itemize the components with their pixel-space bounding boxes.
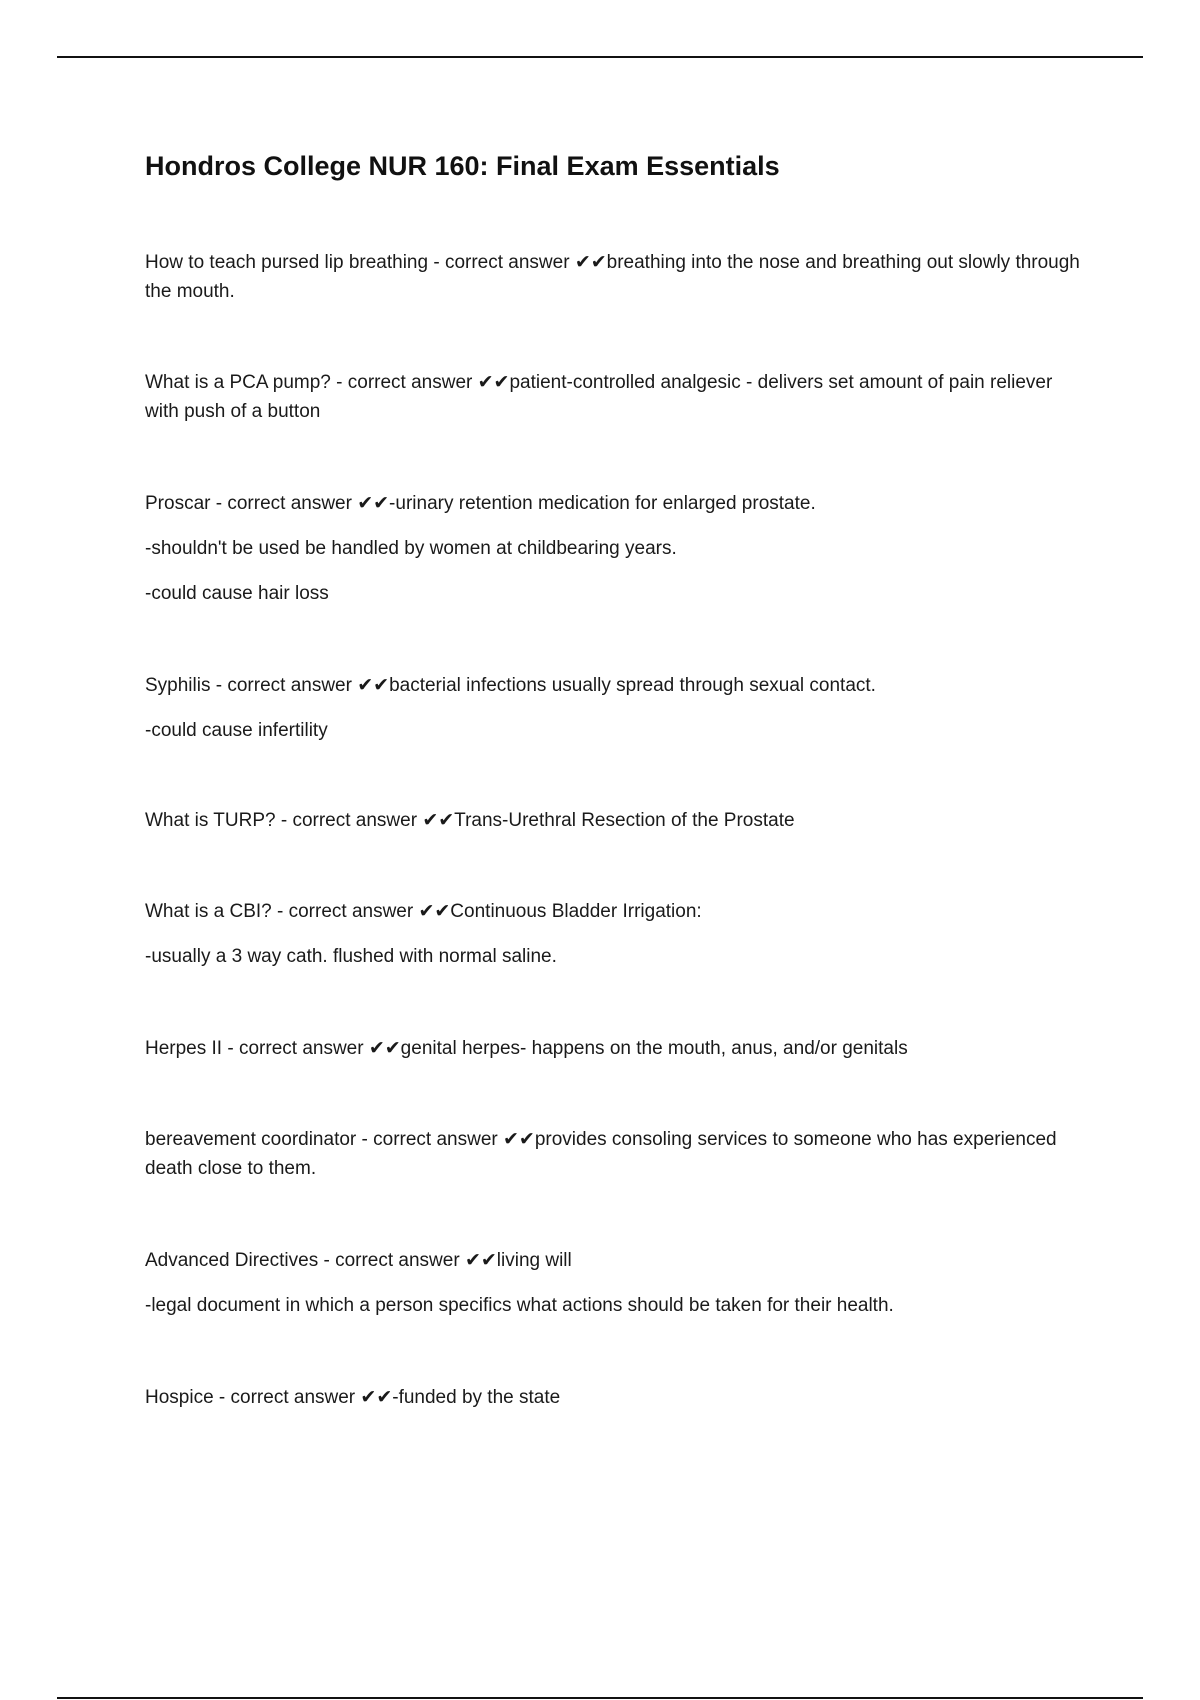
qa-line: Hospice - correct answer ✔✔-funded by the state (145, 1387, 561, 1408)
qa-line: Syphilis - correct answer ✔✔bacterial infections usually spread through sexual contact. (145, 675, 876, 696)
qa-item-turp (145, 806, 1085, 835)
qa-item-pca-pump (145, 368, 1085, 426)
qa-line: How to teach pursed lip breathing - correct answer ✔✔breathing into the nose and breathing out slowly through the mouth. (145, 252, 1080, 302)
qa-item-pursed-lip-breathing (145, 248, 1085, 306)
qa-line: -legal document in which a person specifics what actions should be taken for their health. (145, 1295, 894, 1316)
qa-line: -usually a 3 way cath. flushed with normal saline. (145, 946, 557, 967)
qa-item-hospice (145, 1383, 1085, 1412)
qa-line: -shouldn't be used be handled by women at childbearing years. (145, 538, 677, 559)
qa-line: -could cause infertility (145, 720, 328, 741)
qa-item-bereavement-coordinator (145, 1125, 1085, 1183)
top-divider (57, 56, 1143, 58)
qa-line: bereavement coordinator - correct answer ✔✔provides consoling services to someone who has experienced death close to them. (145, 1129, 1057, 1179)
qa-line: Advanced Directives - correct answer ✔✔living will (145, 1250, 572, 1271)
qa-line: -could cause hair loss (145, 583, 329, 604)
qa-line: What is TURP? - correct answer ✔✔Trans-Urethral Resection of the Prostate (145, 810, 795, 831)
qa-line: What is a PCA pump? - correct answer ✔✔patient-controlled analgesic - delivers set amount of pain reliever with push of a button (145, 372, 1053, 422)
qa-line: Herpes II - correct answer ✔✔genital herpes- happens on the mouth, anus, and/or genitals (145, 1038, 908, 1059)
qa-item-advanced-directives (145, 1246, 1085, 1320)
qa-line: Proscar - correct answer ✔✔-urinary retention medication for enlarged prostate. (145, 493, 816, 514)
qa-item-syphilis (145, 671, 1085, 745)
document-title: Hondros College NUR 160: Final Exam Essentials (145, 151, 780, 181)
bottom-divider (57, 1697, 1143, 1699)
qa-item-herpes-ii (145, 1034, 1085, 1063)
qa-line: What is a CBI? - correct answer ✔✔Continuous Bladder Irrigation: (145, 901, 702, 922)
qa-item-cbi (145, 897, 1085, 971)
qa-item-proscar (145, 489, 1085, 608)
